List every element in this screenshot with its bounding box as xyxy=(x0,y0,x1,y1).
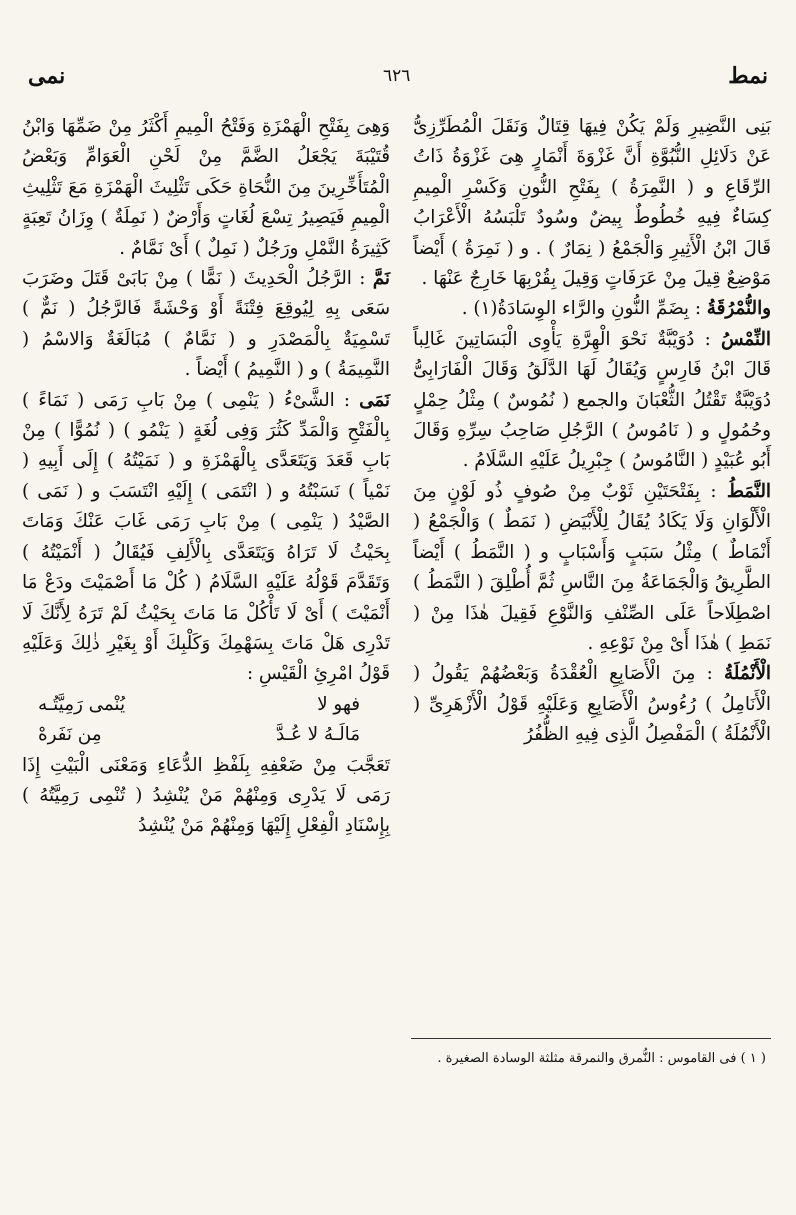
page-header xyxy=(28,56,768,96)
entry-text: : الشَّىْءُ ( يَنْمِى ) مِنْ بَابِ رَمَى ( نَمَاءً ) بِالْفَتْحِ وَالْمَدِّ كَثُرَ وَفِى لُغَةٍ ( يَنْمُو ) ( نُمُوًّا ) مِنْ بَابِ قَعَدَ وَيَتَعَدَّى بِالْهَمْزَةِ و ( نَمَيْتُهُ ) إِلَى أَبِيهِ ( نَمْياً ) نَسَبْتُهُ و ( انْتَمَى ) إِلَيْهِ انْتَسَبَ و ( نَمَى ) الصَّيْدُ ( يَنْمِى ) مِنْ بَابِ رَمَى غَابَ عَنْكَ وَمَاتَ بِحَيْثُ لَا تَرَاهُ وَيَتَعَدَّى بِالْأَلِفِ فَيُقَالُ ( أَنْمَيْتُهُ ) وَتَقَدَّمَ قَوْلُهُ عَلَيْهِ السَّلَامُ ( كُلْ مَا أَصْمَيْتَ ودَعْ مَا أَنْمَيْتَ ) أَىْ لَا تَأْكُلْ مَا مَاتَ بِحَيْثُ لَمْ تَرَهُ لِأَنَّكَ لَا تَدْرِى هَلْ مَاتَ بِسَهْمِكَ وَكَلْبِكَ أَوْ بِغَيْرِ ذٰلِكَ وَعَلَيْهِ قَوْلُ امْرِئِ الْقَيْسِ : xyxy=(22,389,390,685)
entry-continuation-text: تَعَجَّبَ مِنْ ضَعْفِهِ بِلَفْظِ الدُّعَاءِ وَمَعْنَى الْبَيْتِ إِذَا رَمَى لَا يَدْرِى وَمِنْهُمْ مَنْ يُنْشِدُ ( تُنْمِى رَمِيَّتُهُ ) بِإِسْنَادِ الْفِعْلِ إِلَيْهَا وَمِنْهُمْ مَنْ يُنْشِدُ xyxy=(22,754,390,837)
entry-nama xyxy=(22,386,390,690)
verse-line xyxy=(22,720,390,750)
running-head-right: نمط xyxy=(728,63,768,89)
footnote-divider xyxy=(411,1038,771,1039)
page-number: ٦٢٦ xyxy=(383,66,411,86)
headword: والنُّمْرُقَةُ xyxy=(706,298,771,320)
hemistich-second: مِن نَفَرهْ xyxy=(38,724,102,746)
headword: النِّمْسُ xyxy=(720,328,771,350)
entry-namat xyxy=(413,477,771,659)
hemistich-first: فهو لا xyxy=(317,693,360,715)
entry-text: : مِنَ الْأَصَابِعِ الْعُقْدَةُ وَبَعْضُهُمْ يَقُولُ ( الْأَنَامِلُ ) رُءُوسُ الْأَصَابِعِ وَعَلَيْهِ قَوْلُ الْأَزْهَرِىِّ ( الْأَنْمُلَةُ ) الْمَفْصِلُ الَّذِى فِيهِ الظُّفُرُ xyxy=(413,663,771,746)
footnote: ( ١ ) فى القاموس : النُّمرق والنمرقة مثلثة الوسادة الصغيرة . xyxy=(437,1051,766,1066)
entry-text: : الرَّجُلُ الْحَدِيثَ ( نَمًّا ) مِنْ بَابَىْ قَتَلَ وضَرَبَ سَعَى بِهِ لِيُوقِعَ فِتْنَةً أَوْ وَحْشَةً فَالرَّجُلُ ( نَمٌّ ) تَسْمِيَةٌ بِالْمَصْدَرِ و ( نَمَّامٌ ) مُبَالَغَةٌ وَالاسْمُ ( النَّمِيمَةُ ) و ( النَّمِيمُ ) أَيْضاً . xyxy=(22,268,390,381)
headword: نَمَى xyxy=(359,389,390,411)
entry-text: : بِفَتْحَتَيْنِ ثَوْبٌ مِنْ صُوفٍ ذُو لَوْنٍ مِنَ الْأَلْوَانِ وَلَا يَكَادُ يُقَالُ لِلْأَبْيَضِ ( نَمَطٌ ) وَالْجَمْعُ ( أَنْمَاطٌ ) مِثْلُ سَبَبٍ وَأَسْبَابٍ و ( النَّمَطُ ) أَيْضاً الطَّرِيقُ وَالْجَمَاعَةُ مِنَ النَّاسِ ثُمَّ أُطْلِقَ ( النَّمَطُ ) اصْطِلَاحاً عَلَى الصِّنْفِ وَالنَّوْعِ فَقِيلَ هٰذَا مِنْ ( نَمَطِ ) هٰذَا أَىْ مِنْ نَوْعِهِ . xyxy=(413,480,771,654)
left-column xyxy=(22,112,390,842)
headword: النَّمَطُ xyxy=(726,480,771,502)
hemistich-second: يُنْمى رَمِيَّتُـه xyxy=(38,693,126,715)
entry-text: : بِضَمِّ النُّونِ والرَّاء الوِسَادَةُ(١) . xyxy=(461,298,707,320)
verse-line xyxy=(22,690,390,720)
running-head-left: نمى xyxy=(28,63,66,89)
entry-continuation: بَنِى النَّضِيرِ وَلَمْ يَكُنْ فِيهَا قِتَالٌ وَنَقَلَ الْمُطَرِّزِىُّ عَنْ دَلَائِلِ النُّبُوَّةِ أَنَّ غَزْوَةَ أَنْمَارٍ هِىَ غَزْوَةُ ذَاتُ الرِّقَاعِ و ( النَّمِرَةُ ) بِفَتْحِ النُّونِ وَكَسْرِ الْمِيمِ كِسَاءٌ فِيهِ خُطُوطٌ بِيضٌ وسُودٌ تَلْبَسُهُ الْأَعْرَابُ قَالَ ابْنُ الْأَثِيرِ وَالْجَمْعُ ( نِمَارٌ ) . و ( نَمِرَةُ ) أَيْضاً مَوْضِعٌ قِيلَ مِنْ عَرَفَاتٍ وَقِيلَ بِقُرْبِهَا خَارِجٌ عَنْهَا . xyxy=(413,116,771,290)
hemistich-first: مَالَـهُ لا عُـدَّ xyxy=(276,724,360,746)
entry-nims xyxy=(413,325,771,477)
right-column xyxy=(413,112,771,751)
entry-numruqa xyxy=(413,294,771,324)
entry-continuation: وَهِىَ بِفَتْحِ الْهَمْزَةِ وَفَتْحُ الْمِيمِ أَكْثَرُ مِنْ ضَمِّهَا وَابْنُ قُتَيْبَةَ يَجْعَلُ الضَّمَّ مِنْ لَحْنِ الْعَوَامِّ وَبَعْضُ الْمُتَأَخِّرِينَ مِنَ النُّحَاةِ حَكَى تَثْلِيثَ الْهَمْزَةِ مَعَ تَثْلِيثِ الْمِيمِ فَيَصِيرُ تِسْعَ لُغَاتٍ وَأَرْضٌ ( نَمِلَةٌ ) وِزَانُ تَعِبَةٍ كَثِيرَةُ النَّمْلِ ورَجُلٌ ( نَمِلٌ ) أَىْ نَمَّامٌ . xyxy=(22,116,390,259)
headword: نَمَّ xyxy=(372,268,390,290)
headword: الْأَنْمُلَةُ xyxy=(723,663,771,685)
entry-text: : دُوَيْبَّةٌ نَحْوَ الْهِرَّةِ يَأْوِى الْبَسَاتِينَ غَالِباً قَالَ ابْنُ فَارِسٍ وَيُقَالُ لَهَا الدَّلَقُ وَقَالَ الْفَارَابِىُّ دُوَيْبَّةٌ تَقْتُلُ الثُّعْبَانَ والجمع ( نُمُوسٌ ) مِثْلُ حِمْلٍ وحُمُولٍ و ( نَامُوسُ ) الرَّجُلِ صَاحِبُ سِرِّهِ وَقَالَ أَبُو عُبَيْدٍ ( النَّامُوسُ ) جِبْرِيلُ عَلَيْهِ السَّلَامُ . xyxy=(413,328,771,472)
entry-anmula xyxy=(413,659,771,750)
entry-namma xyxy=(22,264,390,386)
